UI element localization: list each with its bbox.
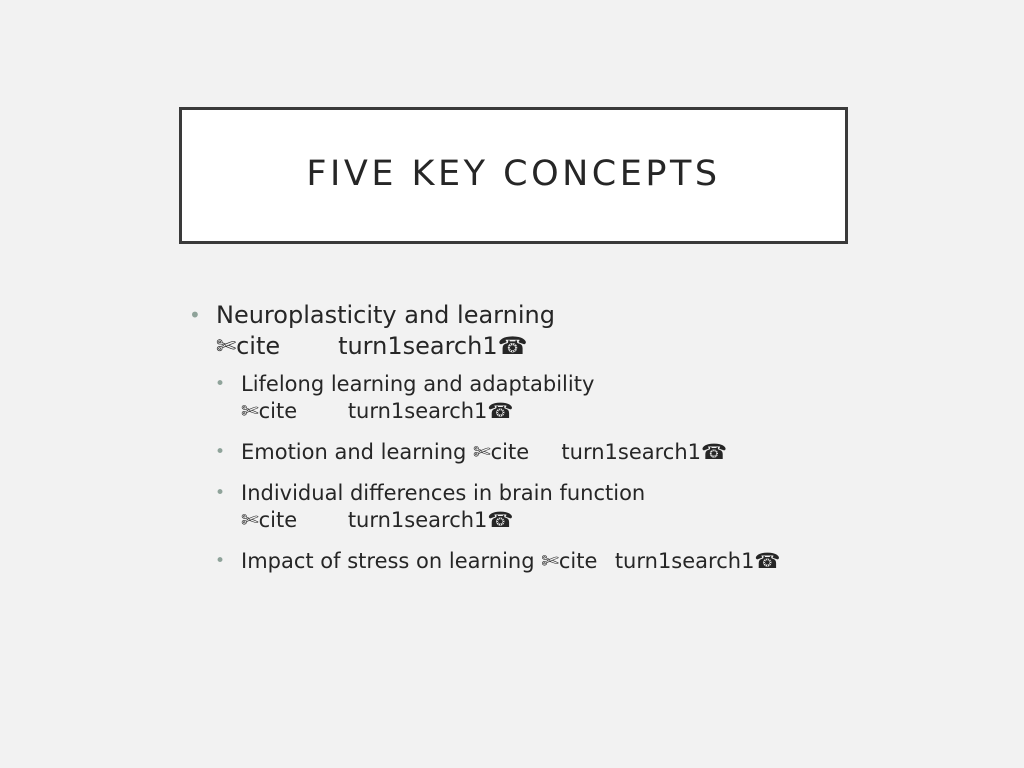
list-item-text	[241, 371, 801, 425]
list-item	[189, 480, 829, 534]
bullet-icon: •	[215, 483, 226, 503]
bullet-icon: •	[215, 442, 226, 462]
citation-marker: ✄cite turn1search1☎	[241, 399, 514, 423]
list-item	[189, 548, 829, 575]
list-item-label: Lifelong learning and adaptability	[241, 372, 595, 396]
list-item-label: Individual differences in brain function	[241, 481, 646, 505]
slide-title: FIVE KEY CONCEPTS	[306, 153, 721, 194]
bullet-icon: •	[189, 303, 201, 327]
citation-marker: ✄cite turn1search1☎	[241, 508, 514, 532]
title-box	[179, 107, 848, 244]
citation-marker: ✄cite turn1search1☎	[541, 549, 781, 573]
list-item	[189, 300, 829, 362]
list-item	[189, 371, 829, 425]
citation-marker: ✄cite turn1search1☎	[216, 332, 528, 360]
citation-marker: ✄cite turn1search1☎	[473, 440, 728, 464]
bullet-list	[189, 300, 829, 589]
list-item-text	[241, 480, 801, 534]
list-item-text	[241, 439, 801, 466]
list-item-text	[216, 301, 555, 360]
list-item-label: Impact of stress on learning	[241, 549, 535, 573]
bullet-icon: •	[215, 551, 226, 571]
list-item-label: Neuroplasticity and learning	[216, 301, 555, 329]
bullet-icon: •	[215, 374, 226, 394]
list-item	[189, 439, 829, 466]
list-item-label: Emotion and learning	[241, 440, 467, 464]
list-item-text	[241, 548, 801, 575]
